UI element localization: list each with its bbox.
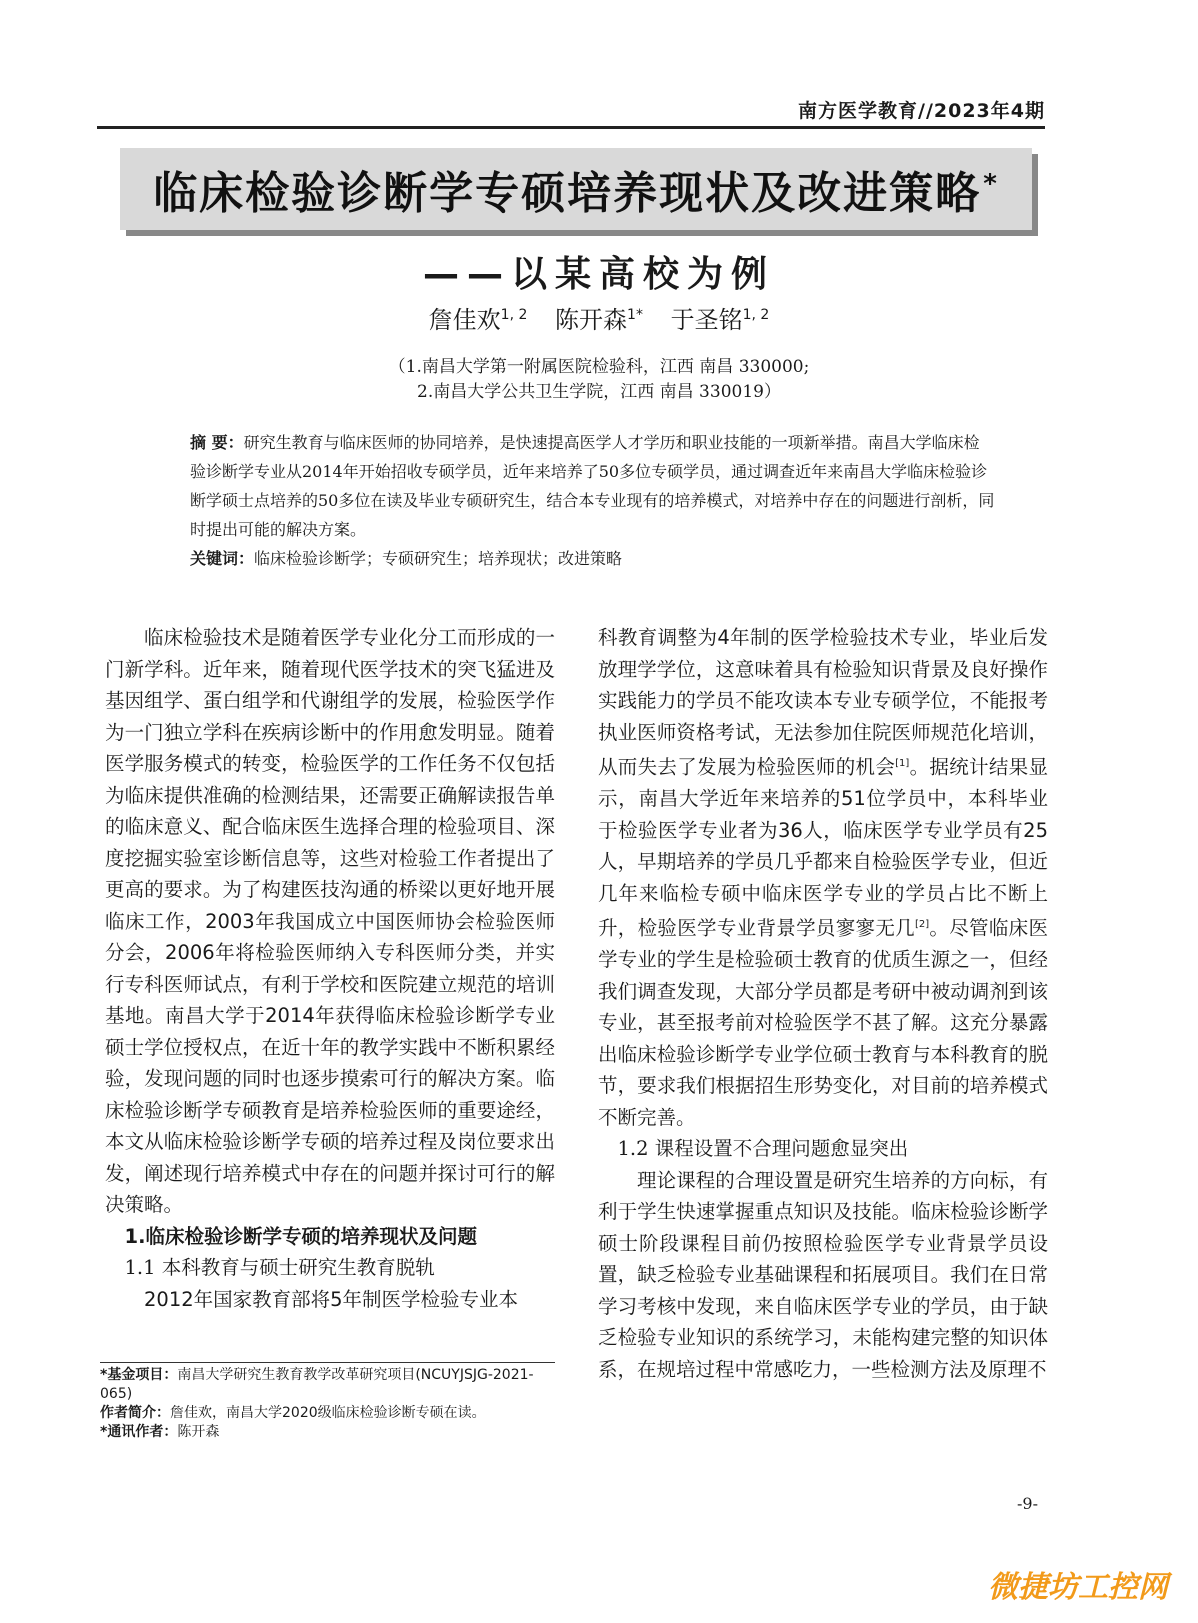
title-footnote-star: * (983, 169, 999, 200)
abstract-text: 研究生教育与临床医师的协同培养，是快速提高医学人才学历和职业技能的一项新举措。南昌大学临床检验诊断学专业从2014年开始招收专硕学员，近年来培养了50多位专硕学员，通过调查近年来南昌大学临床检验诊断学硕士点培养的50多位在读及毕业专硕研究生，结合本专业现有的培养模式，对培养中存在的问题进行剖析，同时提出可能的解决方案。 (190, 433, 995, 539)
body-column-left (105, 622, 555, 1315)
subsection-heading: 1.1 本科教育与硕士研究生教育脱轨 (124, 1256, 435, 1279)
body-paragraph: 科教育调整为4年制的医学检验技术专业，毕业后发放理学学位，这意味着具有检验知识背景及良好操作实践能力的学员不能攻读本专业专硕学位，不能报考执业医师资格考试，无法参加住院医师规范化培训，从而失去了发展为检验医师的机会[1]。据统计结果显示，南昌大学近年来培养的51位学员中，本科毕业于检验医学专业者为36人，临床医学专业学员有25人，早期培养的学员几乎都来自检验医学专业，但近几年来临检专硕中临床医学专业的学员占比不断上升，检验医学专业背景学员寥寥无几[2]。尽管临床医学专业的学生是检验硕士教育的优质生源之一，但经我们调查发现，大部分学员都是考研中被动调剂到该专业，甚至报考前对检验医学不甚了解。这充分暴露出临床检验诊断学专业学位硕士教育与本科教育的脱节，要求我们根据招生形势变化，对目前的培养模式不断完善。 (598, 626, 1048, 1129)
author: 于圣铭$^{1, 2}$ (670, 306, 770, 334)
corresponding-author-footnote: *通讯作者：陈开森 (100, 1424, 220, 1440)
page-number: -9- (1017, 1494, 1038, 1513)
subsection-heading: 1.2 课程设置不合理问题愈显突出 (617, 1137, 909, 1160)
author-bio-footnote: 作者简介：詹佳欢，南昌大学2020级临床检验诊断专硕在读。 (100, 1405, 486, 1421)
body-column-right (598, 622, 1048, 1385)
journal-issue-header: 南方医学教育//2023年4期 (798, 100, 1045, 122)
footnote-rule (100, 1362, 555, 1363)
body-paragraph: 理论课程的合理设置是研究生培养的方向标，有利于学生快速掌握重点知识及技能。临床检验诊断学硕士阶段课程目前仍按照检验医学专业背景学员设置，缺乏检验专业基础课程和拓展项目。我们在日常学习考核中发现，来自临床医学专业的学员，由于缺乏检验专业知识的系统学习，未能构建完整的知识体系，在规培过程中常感吃力，一些检测方法及原理不 (598, 1168, 1048, 1381)
header-rule (97, 126, 1045, 129)
footnotes (100, 1366, 555, 1442)
author: 詹佳欢$^{1, 2}$ (428, 306, 528, 334)
article-title: 临床检验诊断学专硕培养现状及改进策略* (153, 168, 999, 219)
keywords-text: 临床检验诊断学；专硕研究生；培养现状；改进策略 (254, 549, 623, 568)
section-heading: 1.临床检验诊断学专硕的培养现状及问题 (124, 1224, 477, 1248)
abstract-paragraph (145, 428, 995, 544)
title-box (120, 148, 1032, 230)
body-paragraph: 临床检验技术是随着医学专业化分工而形成的一门新学科。近年来，随着现代医学技术的突飞猛进及基因组学、蛋白组学和代谢组学的发展，检验医学作为一门独立学科在疾病诊断中的作用愈发明显。随着医学服务模式的转变，检验医学的工作任务不仅包括为临床提供准确的检测结果，还需要正确解读报告单的临床意义、配合临床医生选择合理的检验项目、深度挖掘实验室诊断信息等，这些对检验工作者提出了更高的要求。为了构建医技沟通的桥梁以更好地开展临床工作，2003年我国成立中国医师协会检验医师分会，2006年将检验医师纳入专科医师分类，并实行专科医师试点，有利于学校和医院建立规范的培训基地。南昌大学于2014年获得临床检验诊断学专业硕士学位授权点，在近十年的教学实践中不断积累经验，发现问题的同时也逐步摸索可行的解决方案。临床检验诊断学专硕教育是培养检验医师的重要途经，本文从临床检验诊断学专硕的培养过程及岗位要求出发，阐述现行培养模式中存在的问题并探讨可行的解决策略。 (105, 626, 555, 1216)
keywords-label: 关键词： (190, 549, 255, 568)
watermark: 微捷坊工控网 (988, 1570, 1168, 1605)
author: 陈开森$^{1*}$ (555, 306, 643, 334)
abstract-block (145, 428, 995, 573)
author-list (0, 300, 1198, 335)
abstract-label: 摘 要： (190, 433, 244, 452)
reference-marker[interactable]: [2] (914, 919, 930, 930)
fund-footnote: *基金项目：南昌大学研究生教育教学改革研究项目(NCUYJSJG-2021-065) (100, 1367, 534, 1402)
affiliation-line: 2.南昌大学公共卫生学院，江西 南昌 330019） (417, 382, 781, 402)
reference-marker[interactable]: [1] (895, 758, 910, 769)
body-paragraph: 2012年国家教育部将5年制医学检验专业本 (144, 1287, 519, 1311)
keywords-line (145, 544, 995, 573)
article-subtitle: ——以某高校为例 (422, 254, 775, 295)
affiliation-line: （1.南昌大学第一附属医院检验科，江西 南昌 330000; (388, 357, 810, 377)
